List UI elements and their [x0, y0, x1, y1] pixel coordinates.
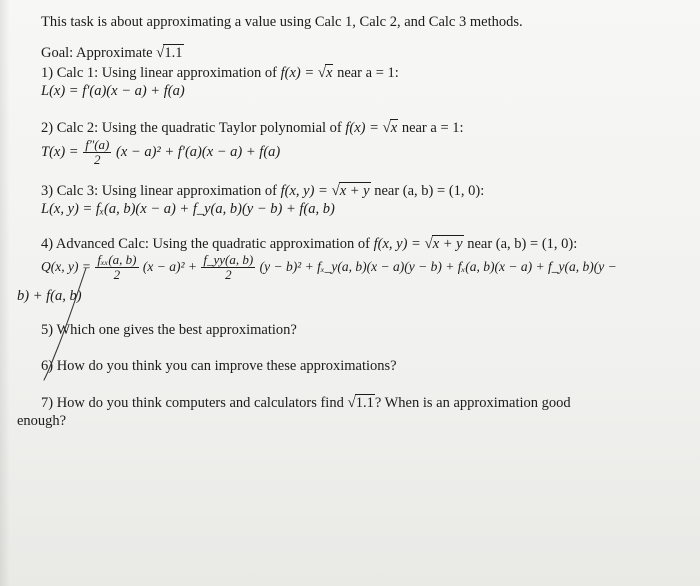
q4-sqrt: √x + y [424, 236, 463, 252]
q4-fraction-2 [201, 253, 255, 282]
q2-radicand: x [390, 120, 398, 136]
q4-fraction-1 [95, 253, 138, 282]
q4-formula [41, 252, 617, 282]
q3-sqrt: √x + y [331, 183, 370, 199]
q1-text-after: near a = 1: [337, 65, 399, 81]
q4-frac2-num: f_yy(a, b) [203, 252, 254, 268]
q1-radicand: x [326, 65, 333, 81]
q4-frac2-den: 2 [225, 267, 232, 283]
q1-line [41, 64, 399, 82]
q2-frac-den: 2 [94, 152, 101, 168]
q2-sqrt: √x [382, 120, 398, 136]
page-shadow [0, 0, 10, 586]
q3-line [41, 182, 484, 200]
q4-text-before: 4) Advanced Calc: Using the quadratic approximation of [41, 236, 370, 252]
q1-sqrt: √x [317, 65, 333, 81]
q4-line [41, 235, 577, 253]
q2-rhs: (x − a)² + f′(a)(x − a) + f(a) [116, 144, 281, 160]
q4-continuation: b) + f(a, b) [17, 288, 82, 304]
q4-text-after: near (a, b) = (1, 0): [467, 236, 578, 252]
q2-text-after: near a = 1: [401, 120, 464, 136]
q7-text-after: ? When is an approximation good [374, 395, 571, 411]
goal-radicand: 1.1 [164, 45, 183, 61]
q1-func: f(x) = [280, 65, 315, 81]
goal-line [41, 44, 184, 62]
q1-formula: L(x) = f′(a)(x − a) + f(a) [41, 83, 185, 99]
intro-text: This task is about approximating a value using Calc 1, Calc 2, and Calc 3 methods. [41, 14, 523, 30]
q3-formula: L(x, y) = fₓ(a, b)(x − a) + f_y(a, b)(y − b) + f(a, b) [41, 201, 335, 217]
q2-lhs: T(x) = [41, 144, 79, 160]
q7-line [41, 394, 571, 412]
q4-func: f(x, y) = [373, 236, 421, 252]
q2-func: f(x) = [345, 120, 379, 136]
goal-sqrt: √1.1 [156, 45, 183, 61]
q6-text: 6) How do you think you can improve these approximations? [41, 358, 397, 374]
q4-frac1-num: fₓₓ(a, b) [97, 252, 137, 268]
q2-formula [41, 137, 280, 167]
q4-radicand: x + y [432, 236, 463, 252]
q5-text: 5) Which one gives the best approximation? [41, 322, 297, 338]
q3-func: f(x, y) = [280, 183, 328, 199]
goal-label: Goal: Approximate [41, 45, 153, 61]
q3-text-before: 3) Calc 3: Using linear approximation of [41, 183, 277, 199]
q3-radicand: x + y [339, 183, 370, 199]
q4-mid1: (x − a)² + [142, 259, 198, 274]
q4-frac1-den: 2 [113, 267, 121, 283]
q2-line [41, 119, 464, 137]
q7-radicand: 1.1 [355, 395, 374, 411]
q4-rest: (y − b)² + fₓ_y(a, b)(x − a)(y − b) + fₓ(a, b)(x − a) + f_y(a, b)(y − [259, 259, 617, 274]
q4-lhs: Q(x, y) = [41, 259, 91, 274]
q1-text-before: 1) Calc 1: Using linear approximation of [41, 65, 277, 81]
q2-fraction [83, 138, 111, 167]
q3-text-after: near (a, b) = (1, 0): [374, 183, 485, 199]
q7-sqrt: √1.1 [347, 395, 374, 411]
q2-text-before: 2) Calc 2: Using the quadratic Taylor polynomial of [41, 120, 342, 136]
q2-frac-num: f″(a) [85, 137, 110, 153]
q7-text-before: 7) How do you think computers and calculators find [41, 395, 344, 411]
q7-continuation: enough? [17, 413, 67, 429]
